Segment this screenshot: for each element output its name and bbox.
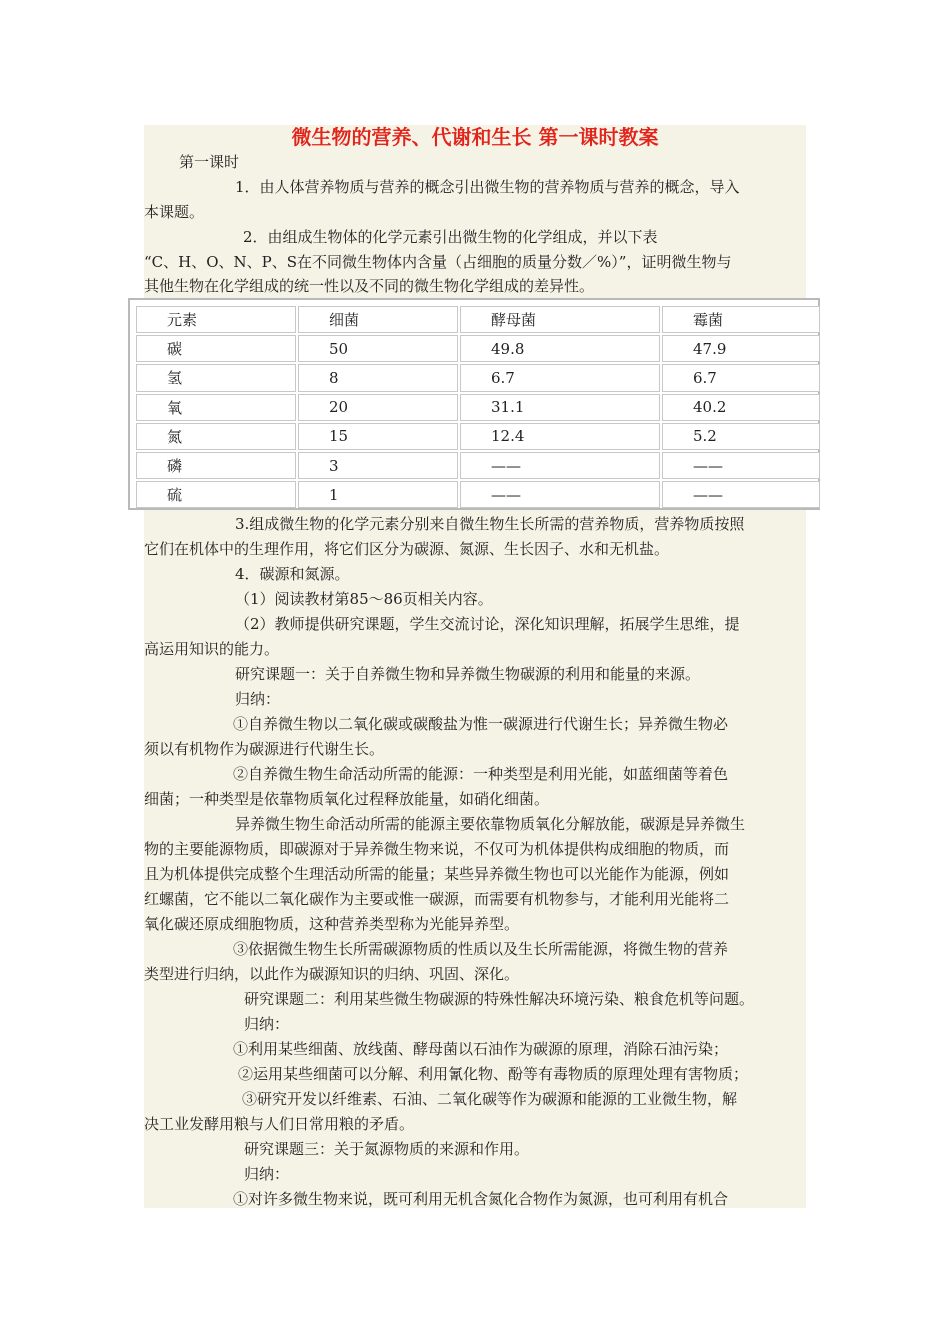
text-line: ①对许多微生物来说，既可利用无机含氮化合物作为氮源，也可利用有机合 [233, 1190, 729, 1208]
table-cell: —— [460, 481, 660, 508]
text-line: 归纳： [244, 1165, 290, 1183]
text-line: 且为机体提供完成整个生理活动所需的能量；某些异养微生物也可以光能作为能源，例如 [144, 865, 730, 883]
text-line: 研究课题一：关于自养微生物和异养微生物碳源的利用和能量的来源。 [235, 665, 701, 683]
element-content-table [128, 298, 820, 510]
table-cell: 6.7 [460, 364, 660, 391]
table-header-row [136, 306, 820, 333]
table-cell: 6.7 [662, 364, 820, 391]
table-cell: 40.2 [662, 394, 820, 421]
table-cell: 15 [298, 423, 458, 450]
text-line: 研究课题三：关于氮源物质的来源和作用。 [244, 1140, 530, 1158]
table-row [136, 452, 820, 479]
table-cell: 硫 [136, 481, 296, 508]
document-title: 微生物的营养、代谢和生长 第一课时教案 [291, 125, 659, 149]
table-row [136, 364, 820, 391]
text-line: 红螺菌，它不能以二氧化碳作为主要或惟一碳源，而需要有机物参与，才能利用光能将二 [144, 890, 730, 908]
table-cell: 磷 [136, 452, 296, 479]
text-line: 其他生物在化学组成的统一性以及不同的微生物化学组成的差异性。 [144, 277, 595, 295]
text-line: ①自养微生物以二氧化碳或碳酸盐为惟一碳源进行代谢生长；异养微生物必 [233, 715, 729, 733]
table-cell: —— [662, 452, 820, 479]
text-line: 物的主要能源物质，即碳源对于异养微生物来说，不仅可为机体提供构成细胞的物质，而 [144, 840, 730, 858]
table-cell: 49.8 [460, 335, 660, 362]
table-cell: 氮 [136, 423, 296, 450]
text-line: 第一课时 [179, 153, 240, 171]
text-line: ③依据微生物生长所需碳源物质的性质以及生长所需能源，将微生物的营养 [233, 940, 729, 958]
table-cell: 50 [298, 335, 458, 362]
table-cell: 31.1 [460, 394, 660, 421]
text-line: 研究课题二：利用某些微生物碳源的特殊性解决环境污染、粮食危机等问题。 [244, 990, 755, 1008]
text-line: 须以有机物作为碳源进行代谢生长。 [144, 740, 385, 758]
table-row [136, 394, 820, 421]
text-line: 本课题。 [144, 203, 205, 221]
text-line: 决工业发酵用粮与人们日常用粮的矛盾。 [144, 1115, 415, 1133]
table-cell: 12.4 [460, 423, 660, 450]
table-cell: 5.2 [662, 423, 820, 450]
text-line: “C、H、O、N、P、S在不同微生物体内含量（占细胞的质量分数／%）”，证明微生物与 [144, 253, 732, 271]
text-line: ②运用某些细菌可以分解、利用氰化物、酚等有毒物质的原理处理有害物质； [238, 1065, 749, 1083]
table-cell: 20 [298, 394, 458, 421]
text-line: ②自养微生物生命活动所需的能源：一种类型是利用光能，如蓝细菌等着色 [233, 765, 729, 783]
text-line: 它们在机体中的生理作用，将它们区分为碳源、氮源、生长因子、水和无机盐。 [144, 540, 670, 558]
table-cell: 8 [298, 364, 458, 391]
text-line: ①利用某些细菌、放线菌、酵母菌以石油作为碳源的原理，消除石油污染； [233, 1040, 729, 1058]
text-line: 高运用知识的能力。 [144, 640, 280, 658]
table-cell: 3 [298, 452, 458, 479]
text-line: 归纳： [244, 1015, 290, 1033]
table-header-cell: 元素 [136, 306, 296, 333]
table-cell: 1 [298, 481, 458, 508]
table-cell: 氧 [136, 394, 296, 421]
text-line: 归纳： [235, 690, 281, 708]
table-cell: 47.9 [662, 335, 820, 362]
table-row [136, 335, 820, 362]
text-line: 1．由人体营养物质与营养的概念引出微生物的营养物质与营养的概念，导入 [235, 178, 740, 196]
text-line: 2．由组成生物体的化学元素引出微生物的化学组成，并以下表 [243, 228, 658, 246]
text-line: 3.组成微生物的化学元素分别来自微生物生长所需的营养物质，营养物质按照 [235, 515, 745, 533]
table-cell: 氢 [136, 364, 296, 391]
text-line: ③研究开发以纤维素、石油、二氧化碳等作为碳源和能源的工业微生物，解 [242, 1090, 738, 1108]
table-row [136, 423, 820, 450]
text-line: （1）阅读教材第85～86页相关内容。 [235, 590, 493, 608]
text-line: 类型进行归纳，以此作为碳源知识的归纳、巩固、深化。 [144, 965, 520, 983]
text-line: 异养微生物生命活动所需的能源主要依靠物质氧化分解放能，碳源是异养微生 [235, 815, 746, 833]
table-header-cell: 酵母菌 [460, 306, 660, 333]
table-header-cell: 细菌 [298, 306, 458, 333]
table-cell: —— [662, 481, 820, 508]
table-row [136, 481, 820, 508]
table-cell: 碳 [136, 335, 296, 362]
text-line: （2）教师提供研究课题，学生交流讨论，深化知识理解，拓展学生思维，提 [235, 615, 740, 633]
text-line: 氧化碳还原成细胞物质，这种营养类型称为光能异养型。 [144, 915, 520, 933]
table-header-cell: 霉菌 [662, 306, 820, 333]
text-line: 细菌；一种类型是依靠物质氧化过程释放能量，如硝化细菌。 [144, 790, 550, 808]
table-cell: —— [460, 452, 660, 479]
text-line: 4．碳源和氮源。 [235, 565, 350, 583]
